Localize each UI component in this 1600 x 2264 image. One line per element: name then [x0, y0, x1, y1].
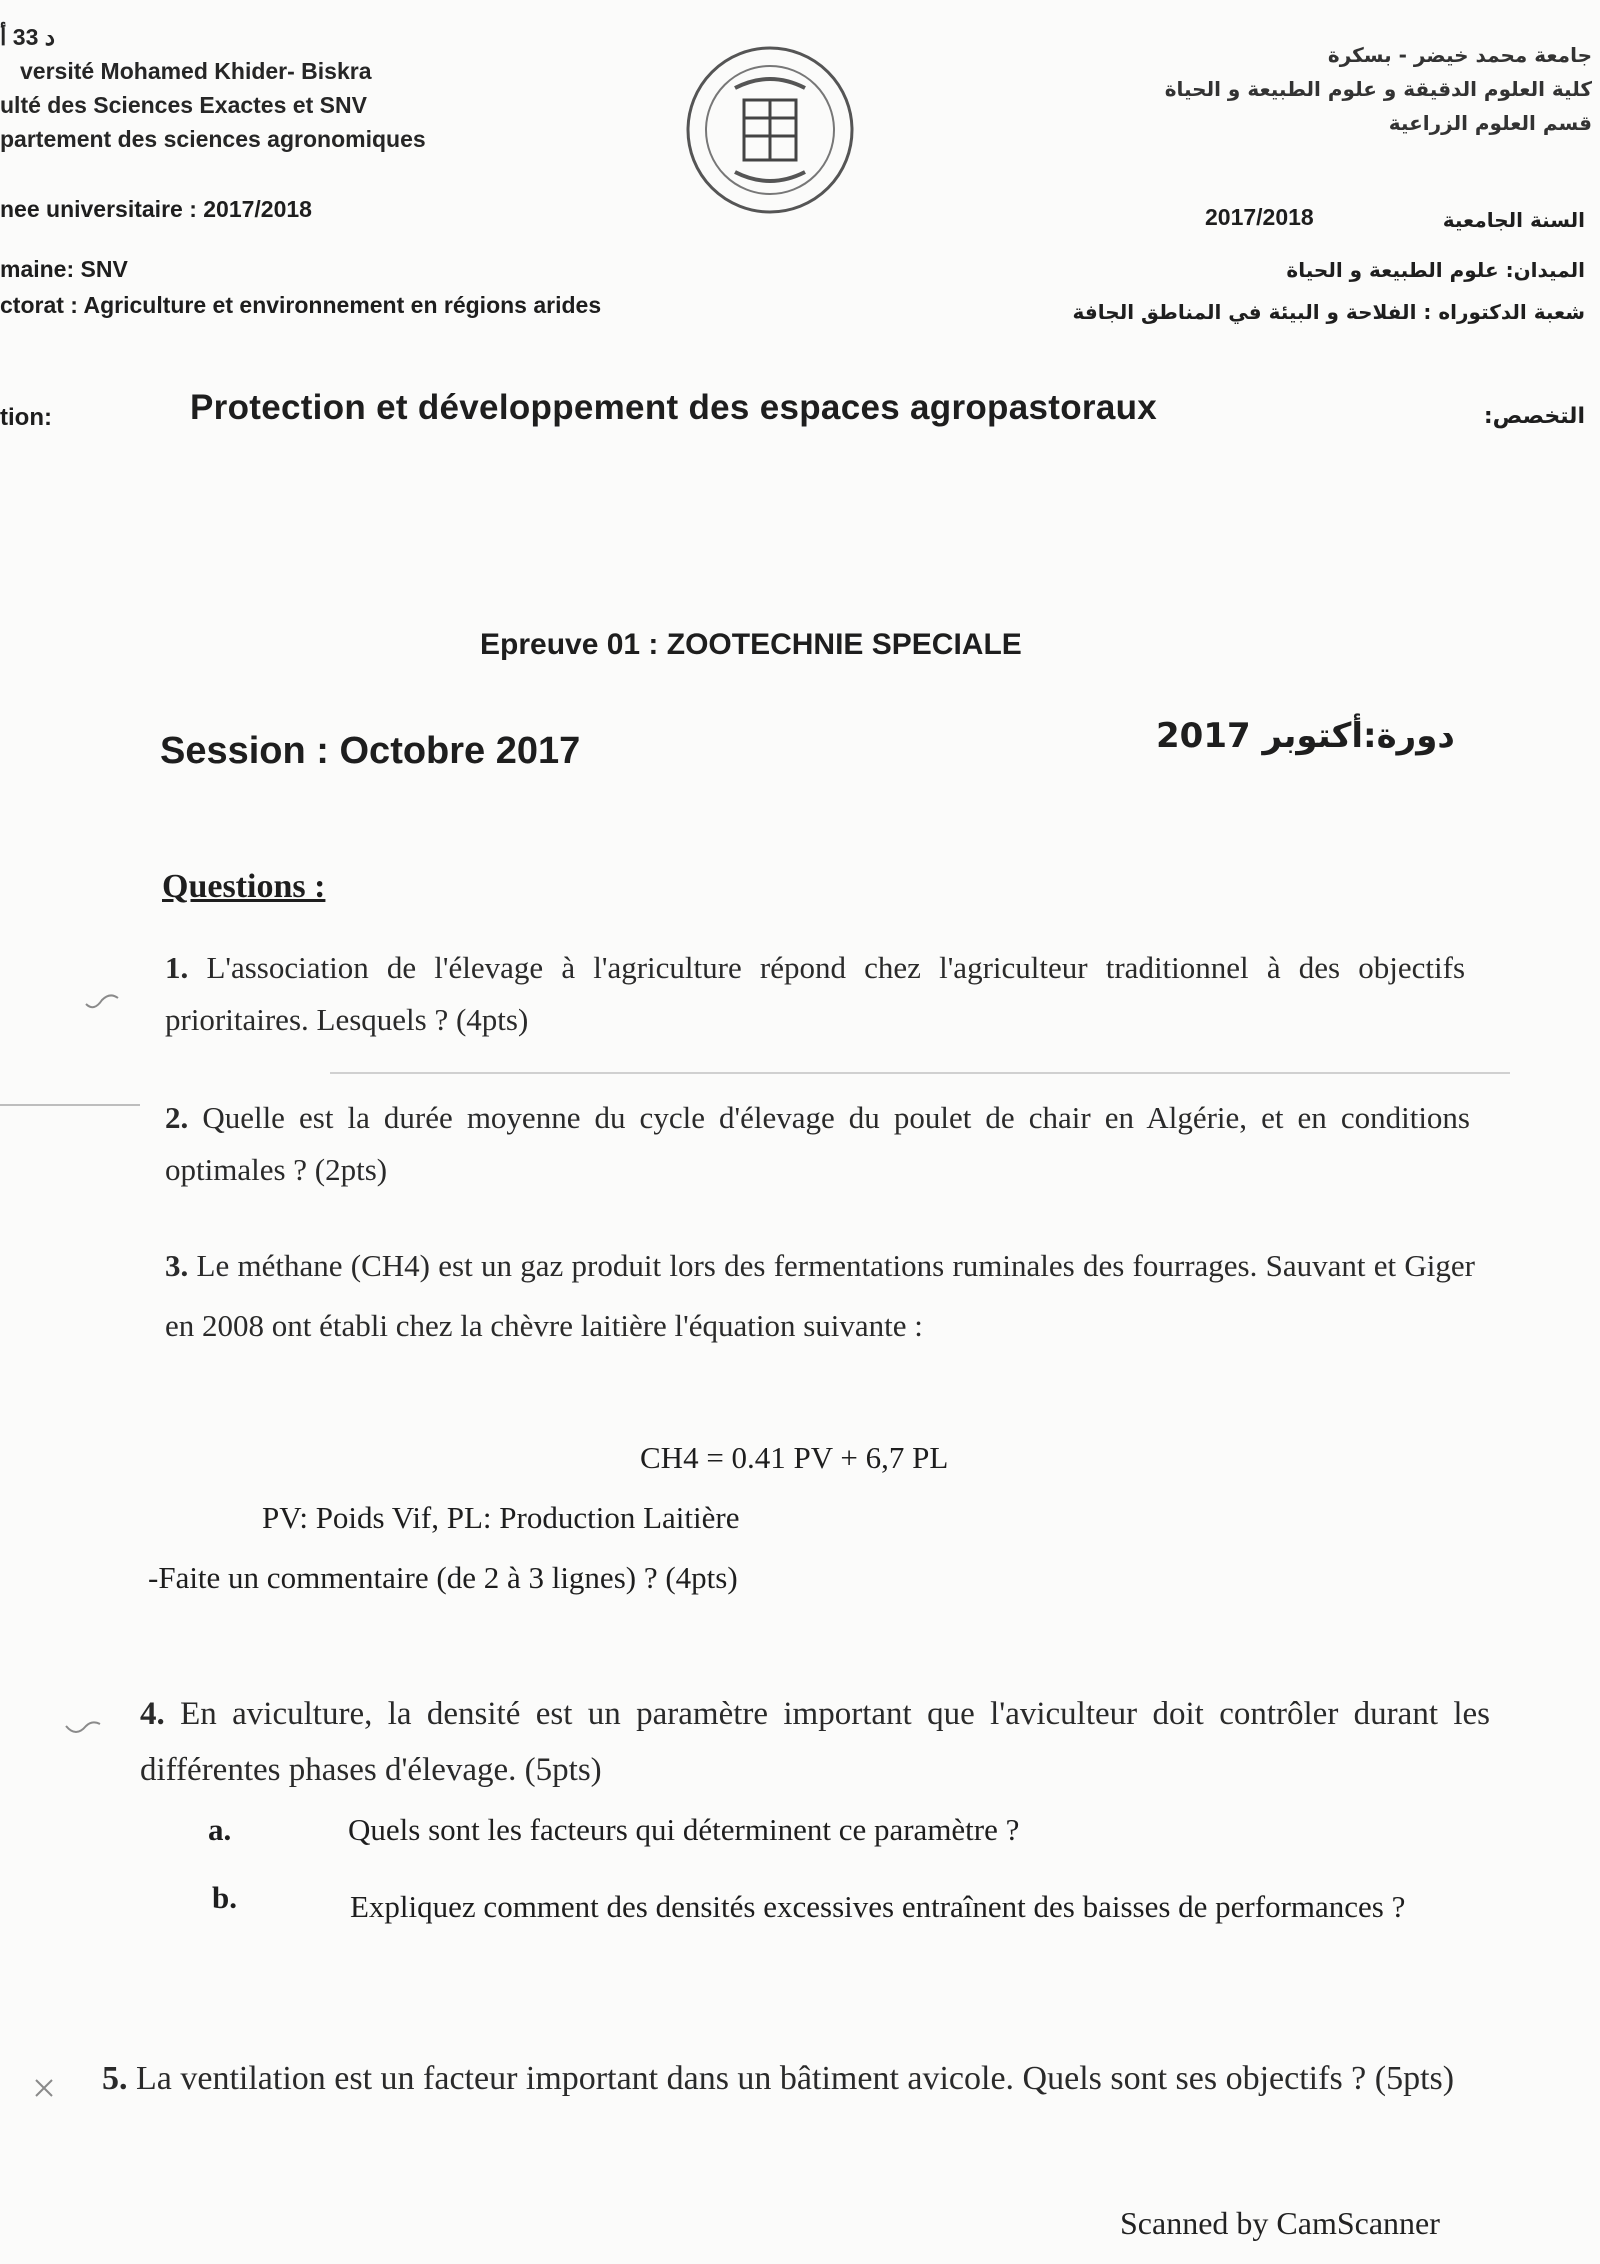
pen-stroke-divider: [0, 1104, 140, 1106]
question-4a-text: Quels sont les facteurs qui déterminent ce paramètre ?: [348, 1812, 1020, 1847]
question-4: [140, 1686, 1490, 1798]
question-1: [165, 942, 1465, 1046]
question-4b-marker: b.: [212, 1880, 237, 1915]
methane-equation: CH4 = 0.41 PV + 6,7 PL: [640, 1440, 949, 1475]
pen-stroke-line: [330, 1072, 1510, 1074]
question-3: [165, 1236, 1475, 1356]
question-3-text: Le méthane (CH4) est un gaz produit lors des fermentations ruminales des fourrages. Sauvant et Giger en 2008 ont établi chez la chèvre laitière l'équation suivante :: [165, 1248, 1476, 1343]
question-5-number: 5.: [102, 2060, 128, 2097]
doctorate-label: ctorat : Agriculture et environnement en régions arides: [0, 292, 602, 318]
question-4-number: 4.: [140, 1696, 165, 1732]
question-4a-marker: a.: [208, 1812, 232, 1847]
doctorate-label-ar: شعبة الدكتوراه : الفلاحة و البيئة في المناطق الجافة: [1072, 300, 1585, 324]
domain-label: maine: SNV: [0, 256, 128, 282]
header-left-line-2: ulté des Sciences Exactes et SNV: [0, 92, 367, 118]
pen-check-mark-icon: [62, 1712, 102, 1742]
scanner-watermark: Scanned by CamScanner: [1120, 2205, 1440, 2241]
header-left-block: [0, 20, 600, 156]
academic-year-label-ar: السنة الجامعية: [1442, 208, 1585, 232]
question-2-number: 2.: [165, 1100, 189, 1135]
question-5-text: La ventilation est un facteur important dans un bâtiment avicole. Quels sont ses objectifs ? (5pts): [136, 2060, 1455, 2097]
question-2-text: Quelle est la durée moyenne du cycle d'élevage du poulet de chair en Algérie, et en conditions optimales ? (2pts): [165, 1100, 1470, 1187]
header-right-line-1: كلية العلوم الدقيقة و علوم الطبيعة و الحياة: [1164, 77, 1592, 101]
question-4b-text: Expliquez comment des densités excessives entraînent des baisses de performances ?: [350, 1889, 1406, 1924]
question-3-instruction: -Faite un commentaire (de 2 à 3 lignes) ? (4pts): [148, 1560, 738, 1595]
domain-label-ar: الميدان: علوم الطبيعة و الحياة: [1286, 258, 1585, 282]
session-label: Session : Octobre 2017: [160, 730, 581, 772]
question-5: [102, 2050, 1522, 2108]
question-3-number: 3.: [165, 1248, 189, 1283]
pen-cross-mark-icon: [30, 2072, 70, 2102]
header-right-block: [1072, 38, 1592, 140]
header-left-line-3: partement des sciences agronomiques: [0, 126, 426, 152]
question-1-number: 1.: [165, 950, 189, 985]
header-right-line-2: قسم العلوم الزراعية: [1388, 111, 1592, 135]
header-right-line-0: جامعة محمد خيضر - بسكرة: [1327, 43, 1592, 67]
question-1-text: L'association de l'élevage à l'agriculture répond chez l'agriculteur traditionnel à des objectifs prioritaires. Lesquels ? (4pts): [165, 950, 1466, 1037]
specialty-label-ar: التخصص:: [1483, 404, 1585, 429]
academic-year-value-right: 2017/2018: [1205, 204, 1314, 230]
specialty-label: tion:: [0, 404, 52, 431]
university-seal-icon: [680, 40, 860, 220]
questions-heading: Questions :: [162, 868, 326, 905]
session-label-ar: دورة:أكتوبر 2017: [1156, 716, 1455, 756]
exam-title: Epreuve 01 : ZOOTECHNIE SPECIALE: [480, 628, 1022, 661]
header-left-line-1: versité Mohamed Khider- Biskra: [20, 58, 372, 84]
specialty-title: Protection et développement des espaces agropastoraux: [190, 388, 1158, 427]
equation-legend: PV: Poids Vif, PL: Production Laitière: [262, 1500, 740, 1535]
pen-check-mark-icon: [82, 988, 122, 1018]
question-2: [165, 1092, 1470, 1196]
question-4-text: En aviculture, la densité est un paramètre important que l'aviculteur doit contrôler durant les différentes phases d'élevage. (5pts): [140, 1696, 1491, 1788]
header-left-line-0: د 33 أ: [0, 24, 56, 50]
academic-year-label: nee universitaire : 2017/2018: [0, 196, 312, 222]
